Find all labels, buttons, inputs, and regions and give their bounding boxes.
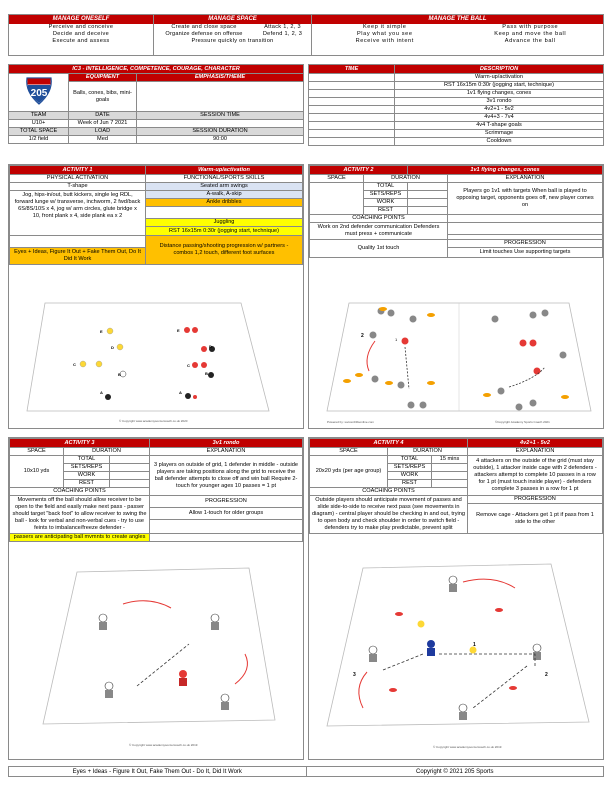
activity-2-label: ACTIVITY 2	[310, 166, 408, 175]
svg-text:1: 1	[395, 337, 398, 342]
manage-ball-line: Keep and move the ball	[494, 31, 567, 37]
player-icon	[449, 576, 457, 592]
motto: Eyes + Ideas, Figure It Out + Fake Them Out, Do It Did It Work	[10, 248, 146, 265]
space-value: 10x10 yds	[10, 456, 64, 488]
skill-item: Ankle dribbles	[146, 199, 303, 207]
manage-space-line: Create and close space	[171, 24, 237, 30]
activity-1	[8, 164, 304, 429]
manage-oneself-line: Decide and deceive	[52, 31, 110, 37]
top-banner	[8, 14, 604, 56]
activity-2-diagram	[323, 299, 599, 427]
player-icon	[118, 371, 126, 377]
svg-text:E: E	[100, 329, 103, 334]
powered-note: Powered by: soccerdrillsonline.com	[327, 420, 375, 424]
manage-ball-section	[312, 15, 603, 55]
activity-1-label: ACTIVITY 1	[10, 166, 146, 175]
duration-label: DURATION	[364, 175, 448, 183]
coaching-highlight: passers are anticipating ball mvmnts to create angles	[10, 534, 150, 542]
skill-item: Distance passing/shooting progression w/ partners - combos 1,2 touch, different foot surfaces	[146, 236, 303, 265]
manage-ball-line: Pass with purpose	[502, 24, 559, 30]
schedule-row: 1v1 flying changes, cones	[395, 90, 604, 98]
manage-space-line: Defend 1, 2, 3	[262, 31, 303, 37]
manage-space-section	[154, 15, 312, 55]
activity-4-diagram	[323, 558, 595, 754]
progression-label: PROGRESSION	[468, 496, 603, 504]
metric-label: REST	[364, 207, 408, 215]
svg-text:A: A	[100, 390, 103, 395]
activity-4-label: ACTIVITY 4	[310, 439, 468, 448]
total-space-value: 1/2 field	[9, 136, 69, 144]
skill-item: Seated arm swings	[146, 183, 303, 191]
load-label: LOAD	[69, 128, 137, 136]
explanation-label: EXPLANATION	[448, 175, 603, 183]
manage-oneself-title: MANAGE ONESELF	[9, 15, 153, 24]
activity-3-name: 3v1 rondo	[150, 439, 303, 448]
space-label: SPACE	[310, 175, 364, 183]
manage-ball-line: Play what you see	[356, 31, 413, 37]
date-label: DATE	[69, 112, 137, 120]
copyright-note: © Copyright www.academysoccercoach.co.uk 2019	[129, 743, 198, 747]
activity-2-name: 1v1 flying changes, cones	[408, 166, 603, 175]
equipment-value: Balls, cones, bibs, mini-goals	[69, 82, 137, 112]
schedule-row: Warm-up/activation	[395, 74, 604, 82]
copyright-note: © Copyright www.academysoccercoach.co.uk 2019	[433, 745, 502, 749]
session-duration-value: 90:00	[137, 136, 304, 144]
activity-1-name: Warm-up/activation	[146, 166, 303, 175]
schedule-row: Scrimmage	[395, 130, 604, 138]
player-icon	[99, 614, 107, 630]
explanation-label: EXPLANATION	[468, 448, 603, 456]
equipment-label: EQUIPMENT	[69, 74, 137, 82]
interstate-shield-icon	[24, 76, 54, 106]
central-player-icon	[427, 640, 435, 656]
progression-label: PROGRESSION	[150, 496, 303, 508]
description-label: DESCRIPTION	[395, 65, 604, 74]
logo-number: 205	[30, 88, 47, 99]
coaching-label: COACHING POINTS	[310, 215, 448, 223]
team-value: U10+	[9, 120, 69, 128]
svg-text:D: D	[111, 345, 114, 350]
date-value: Week of Jun 7 2021	[69, 120, 137, 128]
space-value: 20x20 yds (per age group)	[310, 456, 388, 488]
schedule-row: 4v4+3 - 7v4	[395, 114, 604, 122]
coaching-text: Work on 2nd defender communication Defenders must press + communicate	[310, 223, 448, 240]
activity-4-name: 4v2+1 - 5v2	[468, 439, 603, 448]
physical-label: PHYSICAL ACTIVATION	[10, 175, 146, 183]
time-label: TIME	[309, 65, 395, 74]
svg-text:A: A	[179, 390, 182, 395]
team-label: TEAM	[9, 112, 69, 120]
activity-3	[8, 437, 304, 760]
footer-copyright: Copyright © 2021 205 Sports	[416, 769, 494, 775]
progression-text: Limit touches Use supporting targets	[448, 248, 603, 258]
svg-text:C: C	[73, 362, 76, 367]
footer	[8, 766, 604, 777]
schedule	[308, 64, 604, 146]
svg-text:D: D	[209, 344, 212, 349]
copyright-note: © Copyright www.academysoccercoach.co.uk 2020	[119, 419, 188, 423]
metric-label: REST	[64, 480, 110, 488]
activity-3-diagram	[39, 564, 279, 754]
logo	[9, 74, 69, 112]
explanation-text: 4 attackers on the outside of the grid (must stay outside), 1 attacker inside cage with 2 defenders - attackers attempt to complete 10 passes in a row for 1 pt (must touch inside player) - defenders complete 3 passes in a row for 1 pt	[468, 456, 603, 496]
svg-text:B: B	[118, 372, 121, 377]
manage-space-line: Organize defense on offense	[165, 31, 243, 37]
player-icon	[459, 704, 467, 720]
activity-1-diagram	[23, 299, 291, 427]
space-label: SPACE	[310, 448, 388, 456]
metric-label: WORK	[364, 199, 408, 207]
coaching-label: COACHING POINTS	[10, 488, 150, 496]
coaching-text-2: Quality 1st touch	[310, 240, 448, 258]
manage-oneself-line: Execute and assess	[52, 38, 110, 44]
svg-text:2: 2	[545, 672, 548, 678]
progression-text: Remove cage - Attackers get 1 pt if pass from 1 side to the other	[468, 504, 603, 534]
activity-4	[308, 437, 604, 760]
manage-ball-line: Advance the ball	[504, 38, 556, 44]
total-value: 15 mins	[432, 456, 468, 464]
defender-icon	[179, 670, 187, 686]
manage-space-line: Attack 1, 2, 3	[264, 24, 301, 30]
player-icon	[96, 361, 102, 367]
metric-label: REST	[388, 480, 432, 488]
coaching-text: Outside players should anticipate movement of passes and slide side-to-side to receive next pass (see movements in diagram) - central player should be checking in and out, trying to open body and check shoulder in order to switch field - defenders try to make play predictable, prevent split	[310, 496, 468, 534]
svg-text:E: E	[177, 328, 180, 333]
skill-item: Juggling	[146, 219, 303, 227]
activity-2	[308, 164, 604, 429]
svg-text:B: B	[205, 371, 208, 376]
schedule-row: 4v4 T-shape goals	[395, 122, 604, 130]
metric-label: SETS/REPS	[364, 191, 408, 199]
metric-label: WORK	[64, 472, 110, 480]
coaching-label: COACHING POINTS	[310, 488, 468, 496]
functional-label: FUNCTIONAL/SPORTS SKILLS	[146, 175, 303, 183]
explanation-label: EXPLANATION	[150, 448, 303, 456]
tshape-label: T-shape	[10, 183, 146, 191]
svg-text:1: 1	[473, 642, 476, 648]
skill-item: A-walk, A-skip	[146, 191, 303, 199]
metric-label: SETS/REPS	[64, 464, 110, 472]
duration-label: DURATION	[64, 448, 150, 456]
activity-3-label: ACTIVITY 3	[10, 439, 150, 448]
metric-label: SETS/REPS	[388, 464, 432, 472]
metric-label: TOTAL	[364, 183, 408, 191]
schedule-row: RST 16x15m 0:30r (jogging start, technique)	[395, 82, 604, 90]
load-value: Med	[69, 136, 137, 144]
player-icon	[533, 644, 541, 660]
player-icon	[201, 346, 207, 352]
session-time-label: SESSION TIME	[137, 112, 304, 120]
space-label: SPACE	[10, 448, 64, 456]
emphasis-label: EMPHASIS/THEME	[137, 74, 304, 82]
player-icon	[369, 646, 377, 662]
schedule-row: 4v2+1 - 5v2	[395, 106, 604, 114]
skill-item: RST 16x15m 0:30r (jogging start, technique)	[146, 227, 303, 236]
explanation-text: Players go 1v1 with targets When ball is played to opposing target, opponents goes off, new player comes on	[448, 183, 603, 215]
footer-motto: Eyes + Ideas - Figure It Out, Fake Them Out - Do It, Did It Work	[9, 767, 307, 776]
explanation-text: 3 players on outside of grid, 1 defender in middle - outside players are taking positions along the grid to receive the ball defender attempts to close off and win ball Require 2-touch for younger ages 10 passes = 1 pt	[150, 456, 303, 496]
schedule-row: 3v1 rondo	[395, 98, 604, 106]
manage-ball-title: MANAGE THE BALL	[312, 15, 603, 24]
svg-text:2: 2	[361, 333, 364, 339]
player-icon	[211, 614, 219, 630]
manage-oneself-line: Perceive and conceive	[48, 24, 114, 30]
svg-text:3: 3	[353, 672, 356, 678]
manage-ball-line: Receive with intent	[355, 38, 414, 44]
copyright-note: ©Copyright Academy Sports Coach 2021	[495, 420, 550, 424]
session-banner: IC3 - INTELLIGENCE, COMPETENCE, COURAGE, CHARACTER	[9, 65, 304, 74]
manage-space-line: Pressure quickly on transition	[191, 38, 274, 44]
metric-label: WORK	[388, 472, 432, 480]
metric-label: TOTAL	[388, 456, 432, 464]
schedule-row: Cooldown	[395, 138, 604, 146]
manage-space-title: MANAGE SPACE	[154, 15, 311, 24]
svg-text:C: C	[187, 363, 190, 368]
player-icon	[221, 694, 229, 710]
session-info	[8, 64, 304, 144]
manage-ball-line: Keep it simple	[362, 24, 407, 30]
total-space-label: TOTAL SPACE	[9, 128, 69, 136]
physical-text: Jog, hips-in/out, butt kickers, single leg RDL, forward lunge w/ transverse, inchworm, 2 fwd/back 6S/8S/10S x 4, jog w/ arm circles, glute bridge x 10, front plank x 4, side plank ea x 2	[10, 191, 146, 236]
metric-label: TOTAL	[64, 456, 110, 464]
progression-text: Allow 1-touch for older groups	[150, 508, 303, 520]
session-duration-label: SESSION DURATION	[137, 128, 304, 136]
progression-label: PROGRESSION	[448, 240, 603, 248]
manage-oneself-section	[9, 15, 154, 55]
duration-label: DURATION	[388, 448, 468, 456]
coaching-text: Movements off the ball should allow receiver to be open to the field and easily make next pass - passer should target "back foot" to allow receiver to swing the ball - look for verbal and non-verbal cues - try to use feints to imbalance/freeze defender -	[10, 496, 150, 534]
player-icon	[105, 682, 113, 698]
